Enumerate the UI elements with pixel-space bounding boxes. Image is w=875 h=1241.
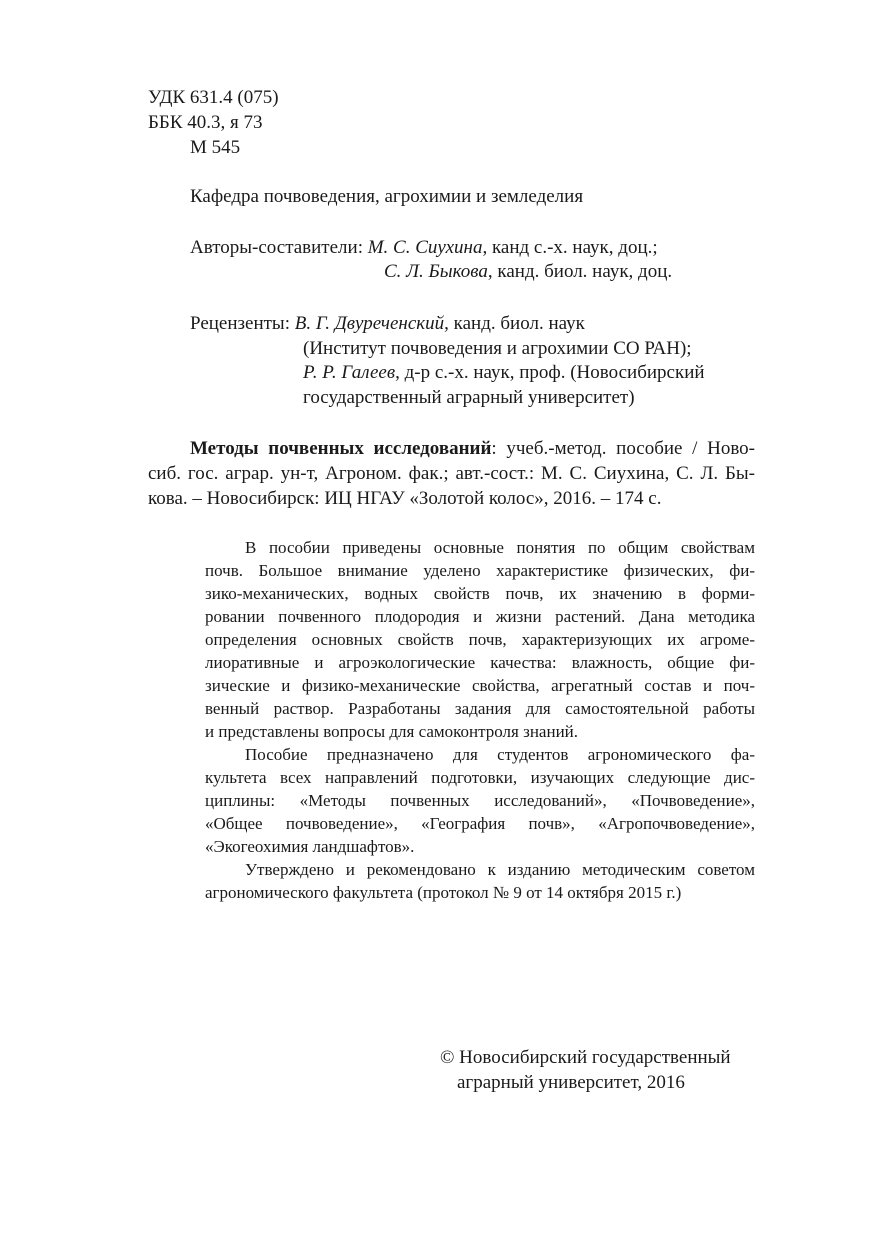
abstract-line: и представлены вопросы для самоконтроля знаний.	[205, 722, 579, 741]
abstract-line: лиоративные и агроэкологические качества: влажность, общие фи-	[205, 653, 755, 672]
author-1-rest: , канд с.-х. наук, доц.;	[482, 237, 658, 258]
citation-line-1	[190, 437, 755, 461]
abstract-line: В пособии приведены основные понятия по общим свойствам	[245, 538, 755, 557]
abstract-line: венный раствор. Разработаны задания для самостоятельной работы	[205, 699, 755, 718]
audience-line: Пособие предназначено для студентов агрономического фа-	[245, 745, 755, 764]
audience-line: культета всех направлений подготовки, изучающих следующие дис-	[205, 768, 755, 787]
copyright-line-1: © Новосибирский государственный	[440, 1047, 731, 1068]
author-mark: М 545	[190, 137, 241, 158]
reviewer-1-name: В. Г. Двуреченский	[294, 313, 445, 334]
reviewer-2-rest: , д-р с.-х. наук, проф. (Новосибирский	[395, 362, 705, 383]
approval-line: агрономического факультета (протокол № 9 от 14 октября 2015 г.)	[205, 883, 682, 902]
copyright-line-2: аграрный университет, 2016	[457, 1072, 685, 1093]
reviewer-2-org: государственный аграрный университет)	[303, 387, 635, 408]
department: Кафедра почвоведения, агрохимии и земледелия	[190, 186, 584, 207]
reviewer-2-name: Р. Р. Галеев	[303, 362, 396, 383]
reviewers-label: Рецензенты:	[190, 313, 295, 334]
audience-line: циплины: «Методы почвенных исследований», «Почвоведение»,	[205, 791, 755, 810]
reviewers-line-3	[303, 361, 705, 385]
authors-line-1	[190, 236, 658, 260]
bbk-code: ББК 40.3, я 73	[148, 112, 263, 133]
author-1-name: М. С. Сиухина	[367, 237, 483, 258]
abstract-line: ровании почвенного плодородия и жизни растений. Дана методика	[205, 607, 755, 626]
authors-label: Авторы-составители:	[190, 237, 368, 258]
approval-line: Утверждено и рекомендовано к изданию методическим советом	[245, 860, 755, 879]
author-2-name: С. Л. Быкова	[384, 261, 488, 282]
citation-line-2: сиб. гос. аграр. ун-т, Агроном. фак.; авт.-сост.: М. С. Сиухина, С. Л. Бы-	[148, 463, 755, 484]
citation-line-3: кова. – Новосибирск: ИЦ НГАУ «Золотой колос», 2016. – 174 с.	[148, 488, 662, 509]
audience-line: «Экогеохимия ландшафтов».	[205, 837, 415, 856]
authors-line-2	[384, 260, 672, 284]
audience-line: «Общее почвоведение», «География почв», «Агропочвоведение»,	[205, 814, 755, 833]
reviewers-line-1	[190, 312, 585, 336]
citation-line-1-rest: : учеб.-метод. пособие / Ново-	[491, 438, 755, 459]
abstract-line: зико-механических, водных свойств почв, их значению в форми-	[205, 584, 755, 603]
abstract-line: зические и физико-механические свойства, агрегатный состав и поч-	[205, 676, 755, 695]
author-2-rest: , канд. биол. наук, доц.	[487, 261, 673, 282]
udk-code: УДК 631.4 (075)	[148, 87, 279, 108]
book-title: Методы почвенных исследований	[190, 438, 492, 459]
reviewer-1-org: (Институт почвоведения и агрохимии СО РАН);	[303, 338, 692, 359]
abstract-line: почв. Большое внимание уделено характеристике физических, фи-	[205, 561, 755, 580]
reviewer-1-rest: , канд. биол. наук	[444, 313, 585, 334]
abstract-line: определения основных свойств почв, характеризующих их агроме-	[205, 630, 755, 649]
